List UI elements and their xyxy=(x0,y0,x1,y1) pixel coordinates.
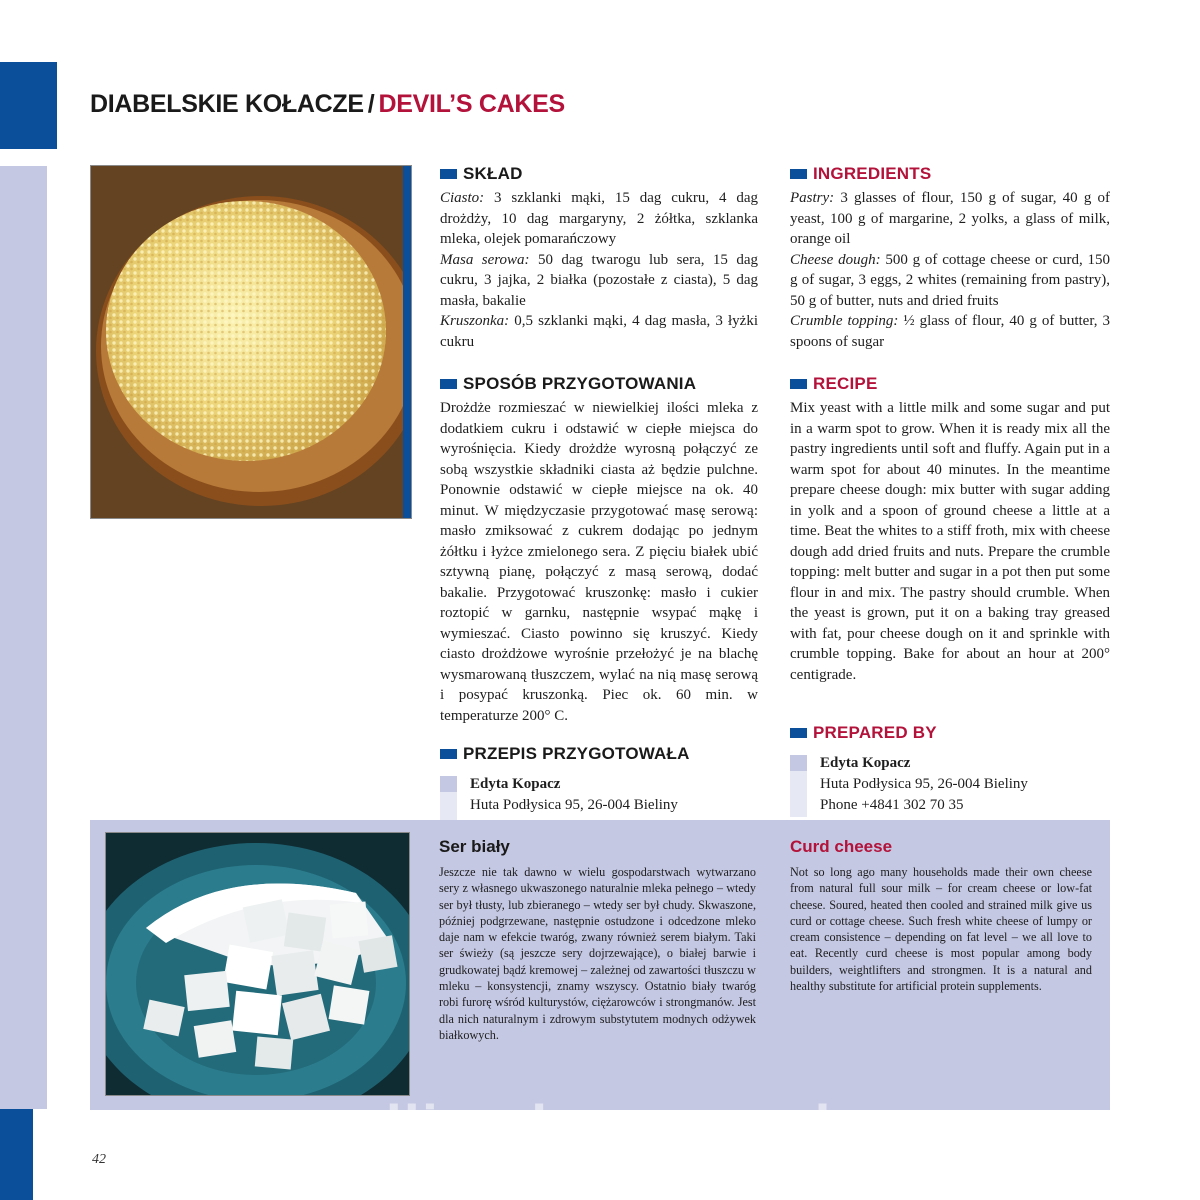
blue-square-icon xyxy=(440,169,457,179)
blue-square-icon xyxy=(440,749,457,759)
ingredients-list-en: Pastry: 3 glasses of flour, 150 g of sugar, 40 g of yeast, 100 g of margarine, 2 yolks, a glass of milk, orange oil Cheese dough: 500 g of cottage cheese or curd, 150 g of sugar, 3 eggs, 2 whites (remaining from pastry), 50 g of butter, nuts and dried fruits Crumble topping: ½ glass of flour, 40 g of butter, 3 spoons of sugar xyxy=(790,190,1110,350)
ingredients-list-pl: Ciasto: 3 szklanki mąki, 15 dag cukru, 4 dag drożdży, 10 dag margaryny, 2 żółtka, szklanka mleka, olejek pomarańczowy Masa serowa: 50 dag twarogu lub sera, 15 dag cukru, 3 jajka, 2 białka (pozostałe z ciasta), 5 dag masła, bakalie Kruszonka: 0,5 szklanki mąki, 4 dag masła, 3 łyżki cukru xyxy=(440,190,758,350)
english-column xyxy=(790,162,1110,816)
page-title xyxy=(90,90,565,119)
method-heading-en: RECIPE xyxy=(790,372,1110,396)
ingredients-heading-en: INGREDIENTS xyxy=(790,162,1110,186)
blue-square-icon xyxy=(440,379,457,389)
page-number: 42 xyxy=(92,1152,106,1167)
cheese-paragraph-en: Not so long ago many households made their own cheese from natural full sour milk – for cream cheese or low-fat cheese. Soured, heated then cooled and strained milk give us curd or cottage cheese. Such fresh white cheese of lumpy or cream consistence – depending on fat level – we all love to eat. Recently curd cheese is most popular among body builders, weightlifters and strongmen. It is a natural and healthy substitute for artificial protein supplements. xyxy=(790,865,1092,994)
margin-bar-side xyxy=(0,166,47,1109)
cheese-text-english xyxy=(790,834,1092,994)
cheese-heading-pl: Ser biały xyxy=(439,837,510,856)
cheese-paragraph-pl: Jeszcze nie tak dawno w wielu gospodarstwach wytwarzano sery z własnego ukwaszonego naturalnie mleka pełnego – wtedy ser był tłusty, lub zbieranego – wtedy ser był chudy. Skwaszone, później podgrzewane, następnie ostudzone i odcedzone mleko daje nam w efekcie twaróg, zwany również serem białym. Taki ser świeży (są jeszcze sery dojrzewające), o białej barwie i grudkowatej bądź kremowej – zależnej od zawartości tłuszczu w mleku – konsystencji, znamy wszyscy. Ostatnio biały twaróg robi furorę wśród kulturystów, ciężarowców i strongmanów. Jest dla nich naturalnym i zdrowym substytutem modnych odżywek białkowych. xyxy=(439,865,756,1042)
ingredients-heading-pl: SKŁAD xyxy=(440,162,758,186)
author-name: Edyta Kopacz xyxy=(820,755,911,771)
method-text-pl: Drożdże rozmieszać w niewielkiej ilości mleka z dodatkiem cukru i odstawić w ciepłe miejsca do wyrośnięcia. Kiedy drożdże wyrosną połączyć ze sobą wszystkie składniki ciasta aż będzie pulchne. Ponownie odstawić w ciepłe miejsce na ok. 40 minut. W międzyczasie przygotować masę serową: masło zmiksować z cukrem dodając po jednym żółtku i łyżce zmielonego sera. Z pięciu białek ubić sztywną pianę, połączyć z masą serową, dodać bakalie. Przygotować kruszonkę: masło i cukier roztopić w garnku, następnie wsypać mąkę i wymieszać. Ciasto powinno się kruszyć. Kiedy ciasto drożdżowe wyrośnie przełożyć je na blachę wysmarowaną tłuszczem, wylać na nią masę serową i posypać kruszonką. Piec ok. 60 min. w temperaturze 200° C. xyxy=(440,400,758,724)
author-address: Huta Podłysica 95, 26-004 Bieliny xyxy=(820,776,1028,792)
author-phone: Phone +4841 302 70 35 xyxy=(820,797,964,813)
author-address: Huta Podłysica 95, 26-004 Bieliny xyxy=(470,797,678,813)
margin-bar-top xyxy=(0,62,57,149)
margin-bar-bottom xyxy=(0,1109,33,1200)
cheese-text-polish xyxy=(439,834,756,1043)
author-name: Edyta Kopacz xyxy=(470,776,561,792)
method-heading-pl: SPOSÓB PRZYGOTOWANIA xyxy=(440,372,758,396)
author-heading-en: PREPARED BY xyxy=(790,721,1110,745)
polish-column xyxy=(440,162,758,837)
watermark: wedlinydomowe.pl xyxy=(285,1094,833,1159)
author-contact-en xyxy=(790,753,1110,816)
title-separator: / xyxy=(367,90,375,118)
blue-square-icon xyxy=(790,728,807,738)
cheese-info-panel xyxy=(90,820,1110,1110)
author-heading-pl: PRZEPIS PRZYGOTOWAŁA xyxy=(440,742,758,766)
cake-photo xyxy=(90,165,412,519)
blue-square-icon xyxy=(790,379,807,389)
cheese-heading-en: Curd cheese xyxy=(790,837,893,856)
title-english: DEVIL’S CAKES xyxy=(378,90,565,118)
blue-square-icon xyxy=(790,169,807,179)
method-text-en: Mix yeast with a little milk and some sugar and put in a warm spot to grow. When it is ready mix all the pastry ingredients until soft and fluffy. Again put in a warm spot for about 40 minutes. In the meantime prepare cheese dough: mix butter with sugar adding in yolk and a spoon of ground cheese a little at a time. Beat the whites to a stiff froth, mix with cheese dough add dried fruits and nuts. Prepare the crumble topping: melt butter and sugar in a pot then put some flour in and mix. The pastry should crumble. When the yeast is grown, put it on a baking tray greased with fat, pour cheese dough on it and sprinkle with crumble topping. Bake for about an hour at 200° centigrade. xyxy=(790,400,1110,683)
cheese-photo xyxy=(105,832,410,1096)
title-polish: DIABELSKIE KOŁACZE xyxy=(90,90,364,118)
